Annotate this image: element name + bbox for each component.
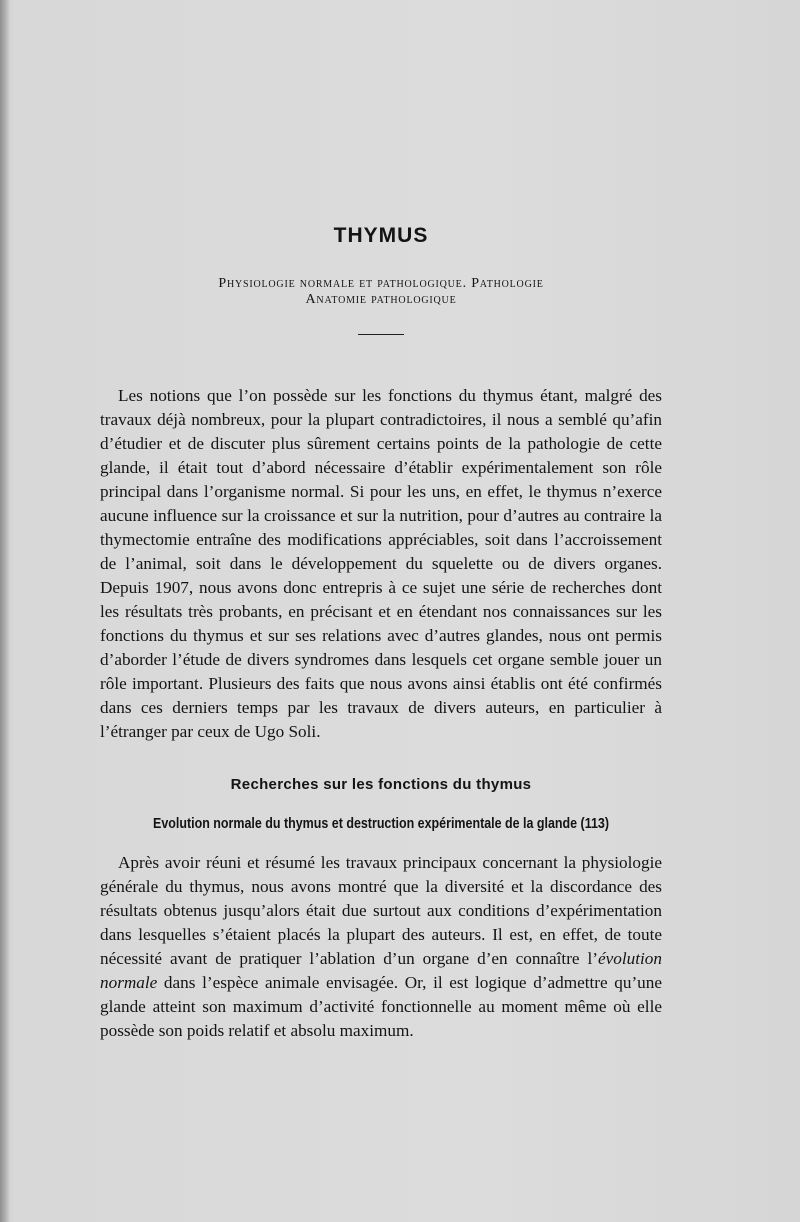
intro-paragraph: Les notions que l’on possède sur les fonctions du thymus étant, malgré des travaux déjà nombreux, pour la plupart contradictoires, il nous a semblé qu’afin d’étudier et de discuter plus sûrement certains points de la pathologie de cette glande, il était tout d’abord nécessaire d’établir expérimentalement son rôle principal dans l’organisme normal. Si pour les uns, en effet, le thymus n’exerce aucune influence sur la croissance et sur la nutrition, pour d’autres au contraire la thymectomie entraîne des modifications appréciables, soit dans l’accroissement de l’animal, soit dans le développement du squelette ou de divers organes. Depuis 1907, nous avons donc entrepris à ce sujet une série de recherches dont les résultats très probants, en précisant et en étendant nos connaissances sur les fonctions du thymus et sur ses relations avec d’autres glandes, nous ont permis d’aborder l’étude de divers syndromes dans lesquels cet organe semble jouer un rôle important. Plusieurs des faits que nous avons ainsi établis ont été confirmés dans ces derniers temps par les travaux de divers auteurs, en particulier à l’étranger par ceux de Ugo Soli. xyxy=(100,386,662,741)
page-title: THYMUS xyxy=(333,224,429,247)
title-divider xyxy=(358,334,404,335)
subtitle-line-1: Physiologie normale et pathologique. Pathologie xyxy=(218,276,544,291)
second-paragraph-text-1: Après avoir réuni et résumé les travaux principaux concernant la physiologie générale du thymus, nous avons montré que la diversité et la discordance des résultats obtenus jusqu’alors était due surtout aux conditions d’expérimentation dans lesquelles s’étaient placés la plupart des auteurs. Il est, en effet, de toute nécessité avant de pratiquer l’ablation d’un organe d’en connaître l’ xyxy=(100,853,662,968)
second-paragraph-emphasis: évolution normale xyxy=(100,949,662,992)
page-content xyxy=(100,224,662,1043)
second-paragraph xyxy=(100,851,662,1043)
page-subtitle xyxy=(100,276,662,308)
section-heading: Recherches sur les fonctions du thymus xyxy=(230,776,532,793)
page-edge-shadow xyxy=(0,0,10,1222)
sub-heading: Evolution normale du thymus et destruction expérimentale de la glande (113) xyxy=(153,816,609,832)
second-paragraph-text-2: dans l’espèce animale envisagée. Or, il est logique d’admettre qu’une glande atteint son maximum d’activité fonctionnelle au moment même où elle possède son poids relatif et absolu maximum. xyxy=(100,973,662,1040)
subtitle-line-2: Anatomie pathologique xyxy=(305,292,457,307)
